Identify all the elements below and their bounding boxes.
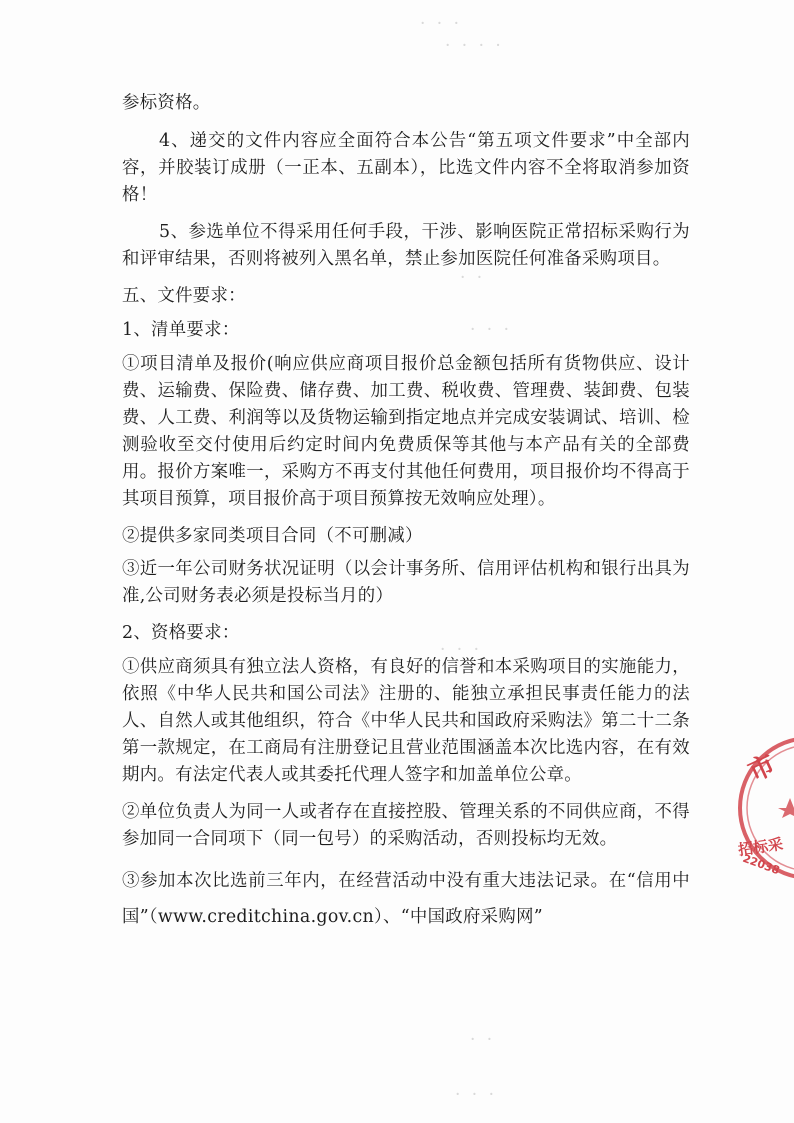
seal-char: 市: [743, 749, 781, 788]
list-item-credit-record: ③参加本次比选前三年内，在经营活动中没有重大违法记录。在“信用中国”（www.creditchina.gov.cn）、“中国政府采购网”: [122, 871, 690, 927]
bleed-through-mark: · ·: [460, 268, 486, 288]
bleed-through-mark: · ·: [470, 1030, 496, 1050]
paragraph: 参标资格。: [122, 93, 211, 113]
section-heading: 五、文件要求：: [122, 286, 246, 306]
subsection-heading: 2、资格要求：: [122, 623, 240, 643]
seal-number: 22038: [740, 851, 782, 878]
list-item-contracts: ②提供多家同类项目合同（不可删减）: [122, 526, 423, 546]
document-body: [122, 90, 690, 941]
bleed-through-mark: · · ·: [420, 14, 463, 34]
list-item-price: ①项目清单及报价(响应供应商项目报价总金额包括所有货物供应、设计费、运输费、保险费、储存费、加工费、税收费、管理费、装卸费、包装费、人工费、利润等以及货物运输到指定地点并完成安装调试、培训、检测验收至交付使用后约定时间内免费质保等其他与本产品有关的全部费用。报价方案唯一，采购方不再支付其他任何费用，项目报价均不得高于其项目预算，项目报价高于项目预算按无效响应处理）。: [122, 354, 690, 509]
list-item-related-parties: ②单位负责人为同一人或者存在直接控股、管理关系的不同供应商，不得参加同一合同项下（同一包号）的采购活动，否则投标均无效。: [122, 802, 690, 849]
bleed-through-mark: · · ·: [455, 1085, 498, 1105]
subsection-heading: 1、清单要求：: [122, 320, 240, 340]
list-item-finance: ③近一年公司财务状况证明（以会计事务所、信用评估机构和银行出具为准,公司财务表必须是投标当月的）: [122, 559, 690, 606]
bleed-through-mark: · · · ·: [445, 36, 504, 56]
bleed-through-mark: · · ·: [470, 320, 513, 340]
company-seal: [738, 728, 794, 898]
bleed-through-mark: · · ·: [440, 640, 483, 660]
paragraph-item-4: 4、递交的文件内容应全面符合本公告“第五项文件要求”中全部内容，并胶装订成册（一正本、五副本），比选文件内容不全将取消参加资格！: [122, 131, 690, 205]
seal-label: 招标采: [737, 834, 785, 860]
paragraph-item-5: 5、参选单位不得采用任何手段，干涉、影响医院正常招标采购行为和评审结果，否则将被列入黑名单，禁止参加医院任何准备采购项目。: [122, 222, 690, 269]
list-item-qualification: ①供应商须具有独立法人资格，有良好的信誉和本采购项目的实施能力，依照《中华人民共和国公司法》注册的、能独立承担民事责任能力的法人、自然人或其他组织，符合《中华人民共和国政府采购法》第二十二条第一款规定，在工商局有注册登记且营业范围涵盖本次比选内容，在有效期内。有法定代表人或其委托代理人签字和加盖单位公章。: [122, 657, 690, 785]
